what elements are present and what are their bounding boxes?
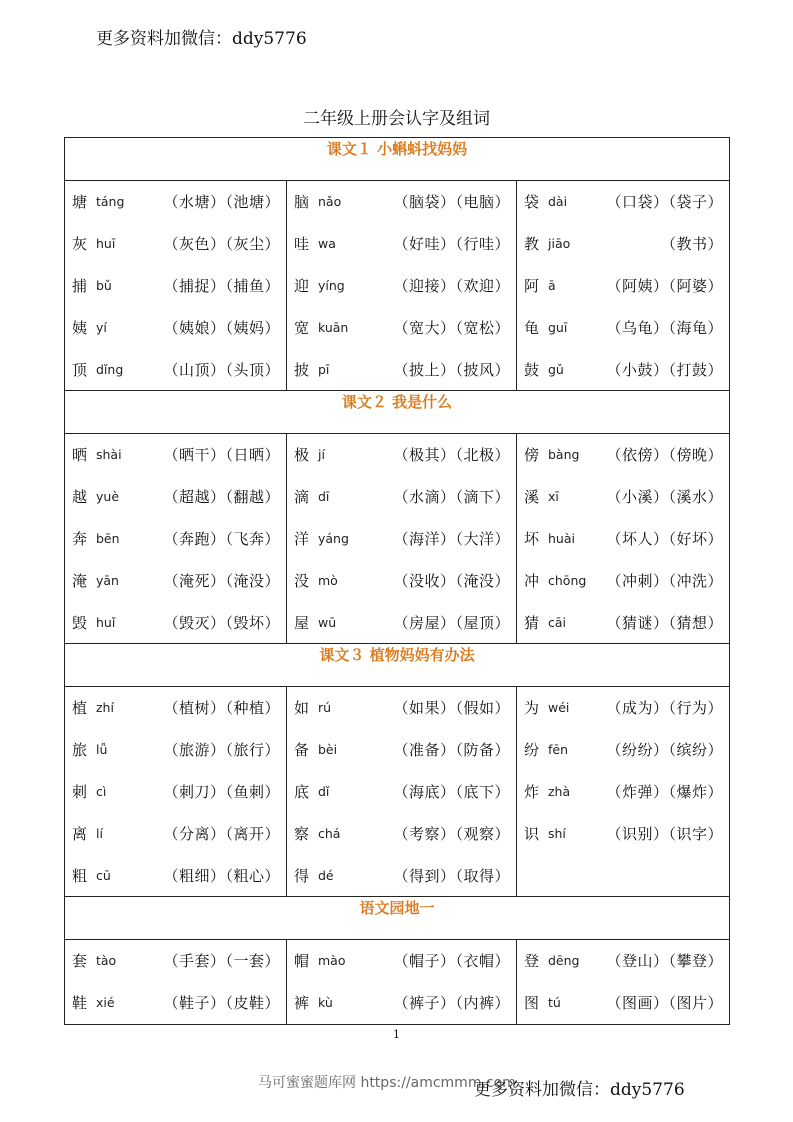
vocab-entry — [294, 812, 510, 854]
pinyin: ā — [548, 277, 556, 293]
pinyin: bèi — [318, 742, 338, 758]
vocab-entry — [294, 771, 510, 813]
vocab-column — [65, 181, 287, 391]
character: 旅 — [72, 741, 88, 760]
word-groups: （口袋）（袋子） — [606, 193, 723, 212]
pinyin: dēng — [548, 953, 580, 969]
vocab-entry — [72, 729, 280, 771]
word-groups: （山顶）（头顶） — [163, 360, 280, 379]
word-groups: （冲刺）（冲洗） — [606, 571, 723, 590]
page-title: 二年级上册会认字及组词 — [303, 109, 490, 129]
pinyin: dǐ — [318, 783, 330, 799]
vocab-column — [65, 686, 287, 896]
section-heading: 语文园地一 — [65, 896, 730, 939]
character: 粗 — [72, 866, 88, 885]
word-groups: （分离）（离开） — [163, 824, 280, 843]
vocab-entry — [72, 306, 280, 348]
pinyin: táng — [96, 194, 125, 210]
vocab-column — [517, 433, 730, 643]
section-header-row — [65, 390, 730, 433]
vocab-entry — [294, 306, 510, 348]
word-groups: （披上）（披风） — [393, 360, 510, 379]
pinyin: jiāo — [548, 236, 571, 252]
vocab-column — [287, 433, 517, 643]
vocab-column — [287, 939, 517, 1024]
pinyin: bàng — [548, 447, 580, 463]
vocab-entry — [294, 982, 510, 1024]
vocab-entry — [72, 181, 280, 223]
vocab-entry — [72, 982, 280, 1024]
pinyin: mào — [318, 953, 346, 969]
character: 披 — [294, 360, 310, 379]
word-groups: （识别）（识字） — [606, 824, 723, 843]
character: 冲 — [524, 571, 540, 590]
vocab-column — [287, 686, 517, 896]
vocab-entry — [72, 518, 280, 560]
character: 姨 — [72, 318, 88, 337]
section-body-row — [65, 181, 730, 391]
word-groups: （炸弹）（爆炸） — [606, 782, 723, 801]
pinyin: guī — [548, 319, 568, 335]
pinyin: tào — [96, 953, 117, 969]
pinyin: dài — [548, 194, 568, 210]
vocab-entry — [524, 434, 723, 476]
word-groups: （房屋）（屋顶） — [393, 613, 510, 632]
word-groups: （登山）（攀登） — [606, 952, 723, 971]
word-groups: （小溪）（溪水） — [606, 488, 723, 507]
section-header-row — [65, 138, 730, 181]
word-groups: （植树）（种植） — [163, 699, 280, 718]
vocab-entry — [72, 559, 280, 601]
vocab-entry — [524, 181, 723, 223]
pinyin: gǔ — [548, 361, 564, 377]
vocab-entry — [72, 940, 280, 982]
watermark-bottom: 更多资料加微信：ddy5776 — [474, 1080, 685, 1100]
section-heading: 课文１ 小蝌蚪找妈妈 — [65, 138, 730, 181]
vocab-entry — [524, 306, 723, 348]
word-groups: （纷纷）（缤纷） — [606, 741, 723, 760]
word-groups: （灰色）（灰尘） — [163, 235, 280, 254]
pinyin: nǎo — [318, 194, 342, 210]
pinyin: jí — [318, 447, 325, 463]
word-groups: （成为）（行为） — [606, 699, 723, 718]
vocab-entry — [524, 729, 723, 771]
pinyin: wa — [318, 236, 336, 252]
character: 炸 — [524, 782, 540, 801]
word-groups: （裤子）（内裤） — [393, 994, 510, 1013]
pinyin: kù — [318, 995, 333, 1011]
character: 没 — [294, 571, 310, 590]
section-body-row — [65, 939, 730, 1024]
section-header-row — [65, 643, 730, 686]
word-groups: （帽子）（衣帽） — [393, 952, 510, 971]
character: 纷 — [524, 741, 540, 760]
word-groups: （没收）（淹没） — [393, 571, 510, 590]
character: 袋 — [524, 193, 540, 212]
word-groups: （粗细）（粗心） — [163, 866, 280, 885]
vocab-table — [64, 137, 730, 1025]
word-groups: （宽大）（宽松） — [393, 318, 510, 337]
word-groups: （如果）（假如） — [393, 699, 510, 718]
vocab-entry — [294, 559, 510, 601]
word-groups: （旅游）（旅行） — [163, 741, 280, 760]
word-groups: （脑袋）（电脑） — [393, 193, 510, 212]
character: 裤 — [294, 994, 310, 1013]
character: 教 — [524, 235, 540, 254]
vocab-entry — [524, 476, 723, 518]
pinyin: yíng — [318, 277, 345, 293]
pinyin: xié — [96, 995, 115, 1011]
pinyin: huī — [96, 236, 116, 252]
character: 宽 — [294, 318, 310, 337]
word-groups: （考察）（观察） — [393, 824, 510, 843]
pinyin: shài — [96, 447, 122, 463]
watermark-site: 马可蜜蜜题库网 https://amcmmm.com — [258, 1075, 516, 1091]
section-body-row — [65, 686, 730, 896]
character: 迎 — [294, 276, 310, 295]
pinyin: huǐ — [96, 614, 116, 630]
vocab-column — [517, 181, 730, 391]
pinyin: lí — [96, 825, 103, 841]
character: 图 — [524, 994, 540, 1013]
word-groups: （教书） — [660, 235, 723, 254]
pinyin: bēn — [96, 530, 120, 546]
vocab-entry — [72, 348, 280, 390]
pinyin: fēn — [548, 742, 569, 758]
section-body-row — [65, 433, 730, 643]
character: 识 — [524, 824, 540, 843]
word-groups: （超越）（翻越） — [163, 488, 280, 507]
vocab-entry — [294, 601, 510, 643]
character: 备 — [294, 741, 310, 760]
vocab-entry — [294, 518, 510, 560]
character: 为 — [524, 699, 540, 718]
pinyin: wū — [318, 614, 337, 630]
word-groups: （淹死）（淹没） — [163, 571, 280, 590]
character: 晒 — [72, 446, 88, 465]
word-groups: （鞋子）（皮鞋） — [163, 994, 280, 1013]
pinyin: yuè — [96, 489, 120, 505]
pinyin: zhí — [96, 700, 114, 716]
vocab-entry — [294, 476, 510, 518]
character: 极 — [294, 446, 310, 465]
pinyin: yí — [96, 319, 107, 335]
vocab-entry — [294, 729, 510, 771]
word-groups: （准备）（防备） — [393, 741, 510, 760]
character: 奔 — [72, 529, 88, 548]
pinyin: dé — [318, 867, 334, 883]
vocab-entry — [294, 854, 510, 896]
vocab-column — [517, 939, 730, 1024]
watermark-top: 更多资料加微信：ddy5776 — [96, 29, 307, 49]
character: 阿 — [524, 276, 540, 295]
character: 屋 — [294, 613, 310, 632]
section-header-row — [65, 896, 730, 939]
vocab-entry — [524, 982, 723, 1024]
word-groups: （迎接）（欢迎） — [393, 276, 510, 295]
character: 捕 — [72, 276, 88, 295]
word-groups: （姨娘）（姨妈） — [163, 318, 280, 337]
pinyin: mò — [318, 572, 338, 588]
pinyin: zhà — [548, 783, 571, 799]
character: 哇 — [294, 235, 310, 254]
character: 淹 — [72, 571, 88, 590]
word-groups: （毁灭）（毁坏） — [163, 613, 280, 632]
section-heading: 课文３ 植物妈妈有办法 — [65, 643, 730, 686]
vocab-entry — [72, 854, 280, 896]
pinyin: chá — [318, 825, 341, 841]
pinyin: yáng — [318, 530, 349, 546]
word-groups: （图画）（图片） — [606, 994, 723, 1013]
word-groups: （得到）（取得） — [393, 866, 510, 885]
vocab-entry — [72, 434, 280, 476]
character: 龟 — [524, 318, 540, 337]
vocab-column — [287, 181, 517, 391]
pinyin: rú — [318, 700, 332, 716]
character: 离 — [72, 824, 88, 843]
word-groups: （海洋）（大洋） — [393, 529, 510, 548]
character: 塘 — [72, 193, 88, 212]
vocab-entry — [524, 771, 723, 813]
character: 登 — [524, 952, 540, 971]
pinyin: tú — [548, 995, 561, 1011]
word-groups: （奔跑）（飞奔） — [163, 529, 280, 548]
character: 鞋 — [72, 994, 88, 1013]
character: 植 — [72, 699, 88, 718]
vocab-column — [65, 939, 287, 1024]
character: 得 — [294, 866, 310, 885]
word-groups: （依傍）（傍晚） — [606, 446, 723, 465]
word-groups: （刺刀）（鱼刺） — [163, 782, 280, 801]
word-groups: （晒干）（日晒） — [163, 446, 280, 465]
character: 底 — [294, 782, 310, 801]
word-groups: （捕捉）（捕鱼） — [163, 276, 280, 295]
pinyin: huài — [548, 530, 575, 546]
word-groups: （坏人）（好坏） — [606, 529, 723, 548]
pinyin: cì — [96, 783, 107, 799]
page-number: 1 — [393, 1028, 400, 1041]
vocab-entry — [294, 265, 510, 307]
vocab-entry — [524, 687, 723, 729]
character: 刺 — [72, 782, 88, 801]
character: 傍 — [524, 446, 540, 465]
vocab-entry — [72, 812, 280, 854]
vocab-entry — [524, 223, 723, 265]
vocab-entry — [294, 687, 510, 729]
pinyin: kuān — [318, 319, 349, 335]
character: 坏 — [524, 529, 540, 548]
vocab-entry — [524, 265, 723, 307]
word-groups: （极其）（北极） — [393, 446, 510, 465]
character: 滴 — [294, 488, 310, 507]
vocab-entry — [524, 940, 723, 982]
vocab-entry — [294, 940, 510, 982]
character: 越 — [72, 488, 88, 507]
vocab-entry — [294, 348, 510, 390]
vocab-column — [65, 433, 287, 643]
word-groups: （海底）（底下） — [393, 782, 510, 801]
word-groups: （水滴）（滴下） — [393, 488, 510, 507]
character: 脑 — [294, 193, 310, 212]
vocab-entry — [72, 771, 280, 813]
vocab-entry — [524, 348, 723, 390]
pinyin: lǚ — [96, 742, 108, 758]
pinyin: pī — [318, 361, 330, 377]
character: 顶 — [72, 360, 88, 379]
word-groups: （好哇）（行哇） — [393, 235, 510, 254]
vocab-entry — [524, 559, 723, 601]
pinyin: dǐng — [96, 361, 124, 377]
pinyin: cū — [96, 867, 111, 883]
character: 溪 — [524, 488, 540, 507]
word-groups: （阿姨）（阿婆） — [606, 276, 723, 295]
vocab-entry — [72, 265, 280, 307]
pinyin: chōng — [548, 572, 587, 588]
word-groups: （手套）（一套） — [163, 952, 280, 971]
character: 察 — [294, 824, 310, 843]
pinyin: yān — [96, 572, 119, 588]
vocab-entry — [72, 476, 280, 518]
pinyin: bǔ — [96, 277, 112, 293]
vocab-entry — [294, 223, 510, 265]
character: 猜 — [524, 613, 540, 632]
character: 鼓 — [524, 360, 540, 379]
vocab-entry — [524, 812, 723, 854]
word-groups: （小鼓）（打鼓） — [606, 360, 723, 379]
vocab-column — [517, 686, 730, 896]
character: 洋 — [294, 529, 310, 548]
vocab-entry — [72, 223, 280, 265]
word-groups: （猜谜）（猜想） — [606, 613, 723, 632]
vocab-entry — [524, 518, 723, 560]
word-groups: （水塘）（池塘） — [163, 193, 280, 212]
pinyin: dī — [318, 489, 330, 505]
character: 灰 — [72, 235, 88, 254]
character: 套 — [72, 952, 88, 971]
word-groups: （乌龟）（海龟） — [606, 318, 723, 337]
vocab-entry — [524, 601, 723, 643]
vocab-entry — [72, 601, 280, 643]
vocab-entry — [294, 434, 510, 476]
pinyin: cāi — [548, 614, 567, 630]
pinyin: xī — [548, 489, 559, 505]
section-heading: 课文２ 我是什么 — [65, 390, 730, 433]
vocab-entry — [72, 687, 280, 729]
character: 帽 — [294, 952, 310, 971]
character: 如 — [294, 699, 310, 718]
pinyin: wéi — [548, 700, 570, 716]
character: 毁 — [72, 613, 88, 632]
pinyin: shí — [548, 825, 566, 841]
vocab-entry — [294, 181, 510, 223]
